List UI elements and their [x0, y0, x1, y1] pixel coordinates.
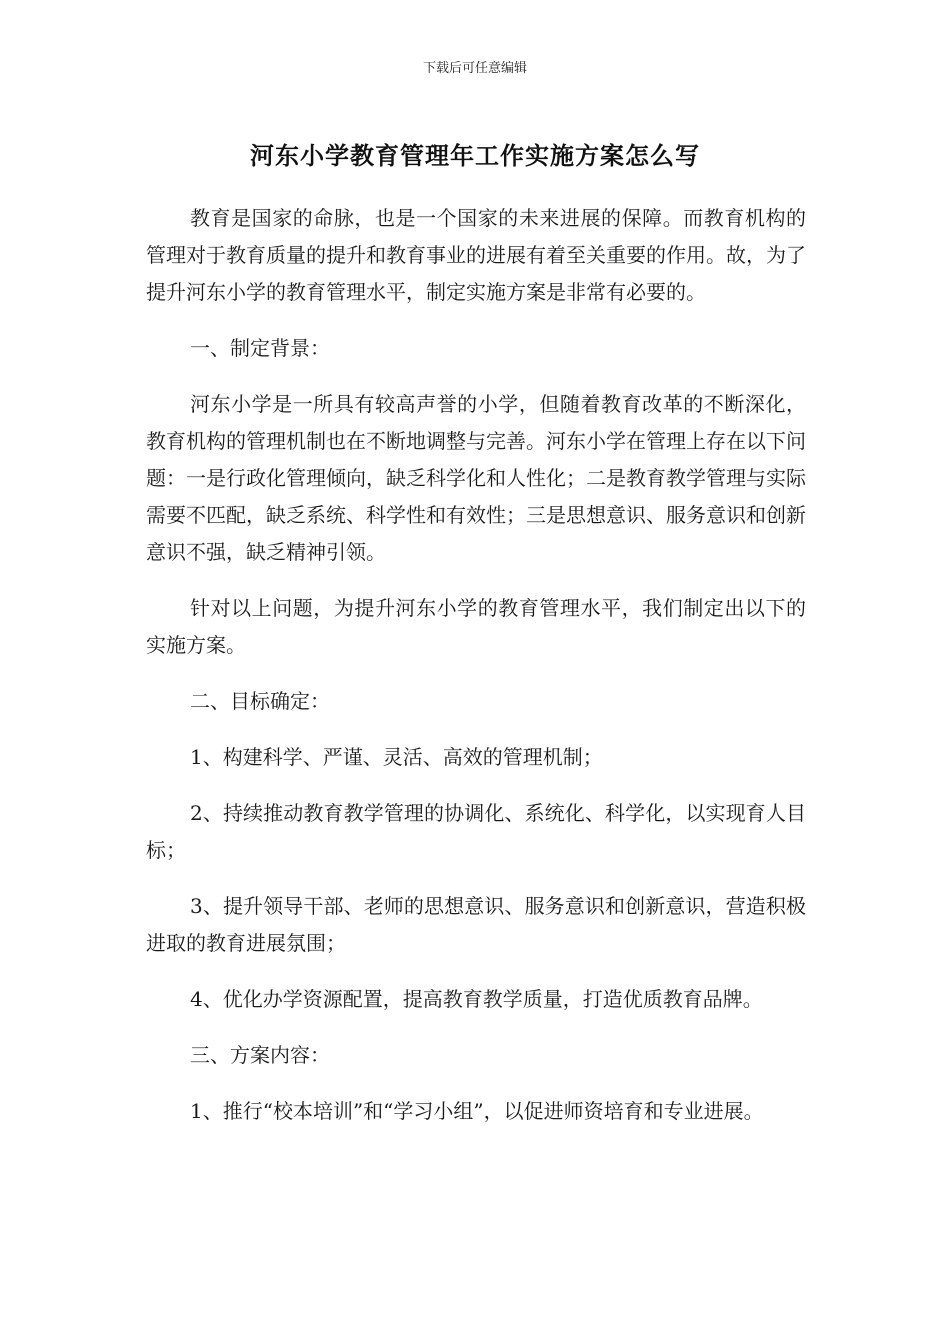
- paragraph-response: 针对以上问题，为提升河东小学的教育管理水平，我们制定出以下的实施方案。: [146, 596, 806, 657]
- paragraph-background: 河东小学是一所具有较高声誉的小学，但随着教育改革的不断深化，教育机构的管理机制也在不断地调整与完善。河东小学在管理上存在以下问题：一是行政化管理倾向，缺乏科学化和人性化；二是教育教学管理与实际需要不匹配，缺乏系统、科学性和有效性；三是思想意识、服务意识和创新意识不强，缺乏精神引领。: [146, 392, 806, 564]
- header-note: 下载后可任意编辑: [422, 61, 527, 76]
- document-body: [146, 200, 806, 1149]
- section-heading-content: 三、方案内容：: [190, 1043, 330, 1067]
- section-heading-goals: 二、目标确定：: [190, 689, 330, 713]
- section-heading-background: 一、制定背景：: [190, 336, 330, 360]
- goal-item-4: 4、优化办学资源配置，提高教育教学质量，打造优质教育品牌。: [190, 987, 763, 1011]
- paragraph-intro: 教育是国家的命脉，也是一个国家的未来进展的保障。而教育机构的管理对于教育质量的提升和教育事业的进展有着至关重要的作用。故，为了提升河东小学的教育管理水平，制定实施方案是非常有必要的。: [146, 206, 806, 304]
- goal-item-3: 3、提升领导干部、老师的思想意识、服务意识和创新意识，营造积极进取的教育进展氛围；: [146, 894, 806, 955]
- goal-item-2: 2、持续推动教育教学管理的协调化、系统化、科学化，以实现育人目标；: [146, 801, 806, 862]
- content-item-1: 1、推行“校本培训”和“学习小组”，以促进师资培育和专业进展。: [190, 1099, 764, 1123]
- document-title: 河东小学教育管理年工作实施方案怎么写: [250, 142, 700, 170]
- goal-item-1: 1、构建科学、严谨、灵活、高效的管理机制；: [190, 745, 603, 769]
